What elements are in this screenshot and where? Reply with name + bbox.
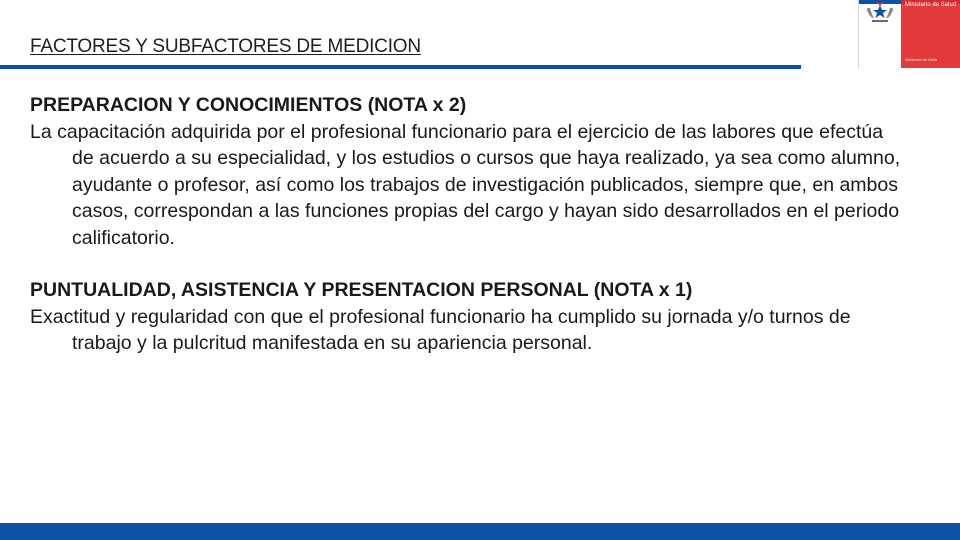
section-gap <box>30 251 910 277</box>
logo-red-panel <box>901 0 960 68</box>
ministry-name: Ministerio de Salud <box>905 2 957 8</box>
section-body: Exactitud y regularidad con que el profesional funcionario ha cumplido su jornada y/o turnos de trabajo y la pulcritud manifestada en su apariencia personal. <box>30 305 851 354</box>
government-name: Gobierno de Chile <box>905 57 938 62</box>
bottom-bar <box>0 523 960 540</box>
content <box>30 92 910 357</box>
section-heading: PREPARACION Y CONOCIMIENTOS (NOTA x 2) <box>30 94 467 116</box>
slide-title: FACTORES Y SUBFACTORES DE MEDICION <box>30 36 421 57</box>
section-body: La capacitación adquirida por el profesional funcionario para el ejercicio de las labores que efectúa de acuerdo a su especialidad, y los estudios o cursos que haya realizado, ya sea como alumno, ayudante o profesor, así como los trabajos de investigación publicados, siempre que, en ambos casos, correspondan a las funciones propias del cargo y hayan sido desarrollados en el periodo calificatorio. <box>30 120 901 249</box>
title-rule <box>0 65 801 69</box>
chilean-coat-of-arms-icon <box>863 2 897 26</box>
section-heading: PUNTUALIDAD, ASISTENCIA Y PRESENTACION PERSONAL (NOTA x 1) <box>30 279 693 301</box>
ministry-logo <box>858 0 960 68</box>
logo-blue-panel <box>858 0 901 68</box>
